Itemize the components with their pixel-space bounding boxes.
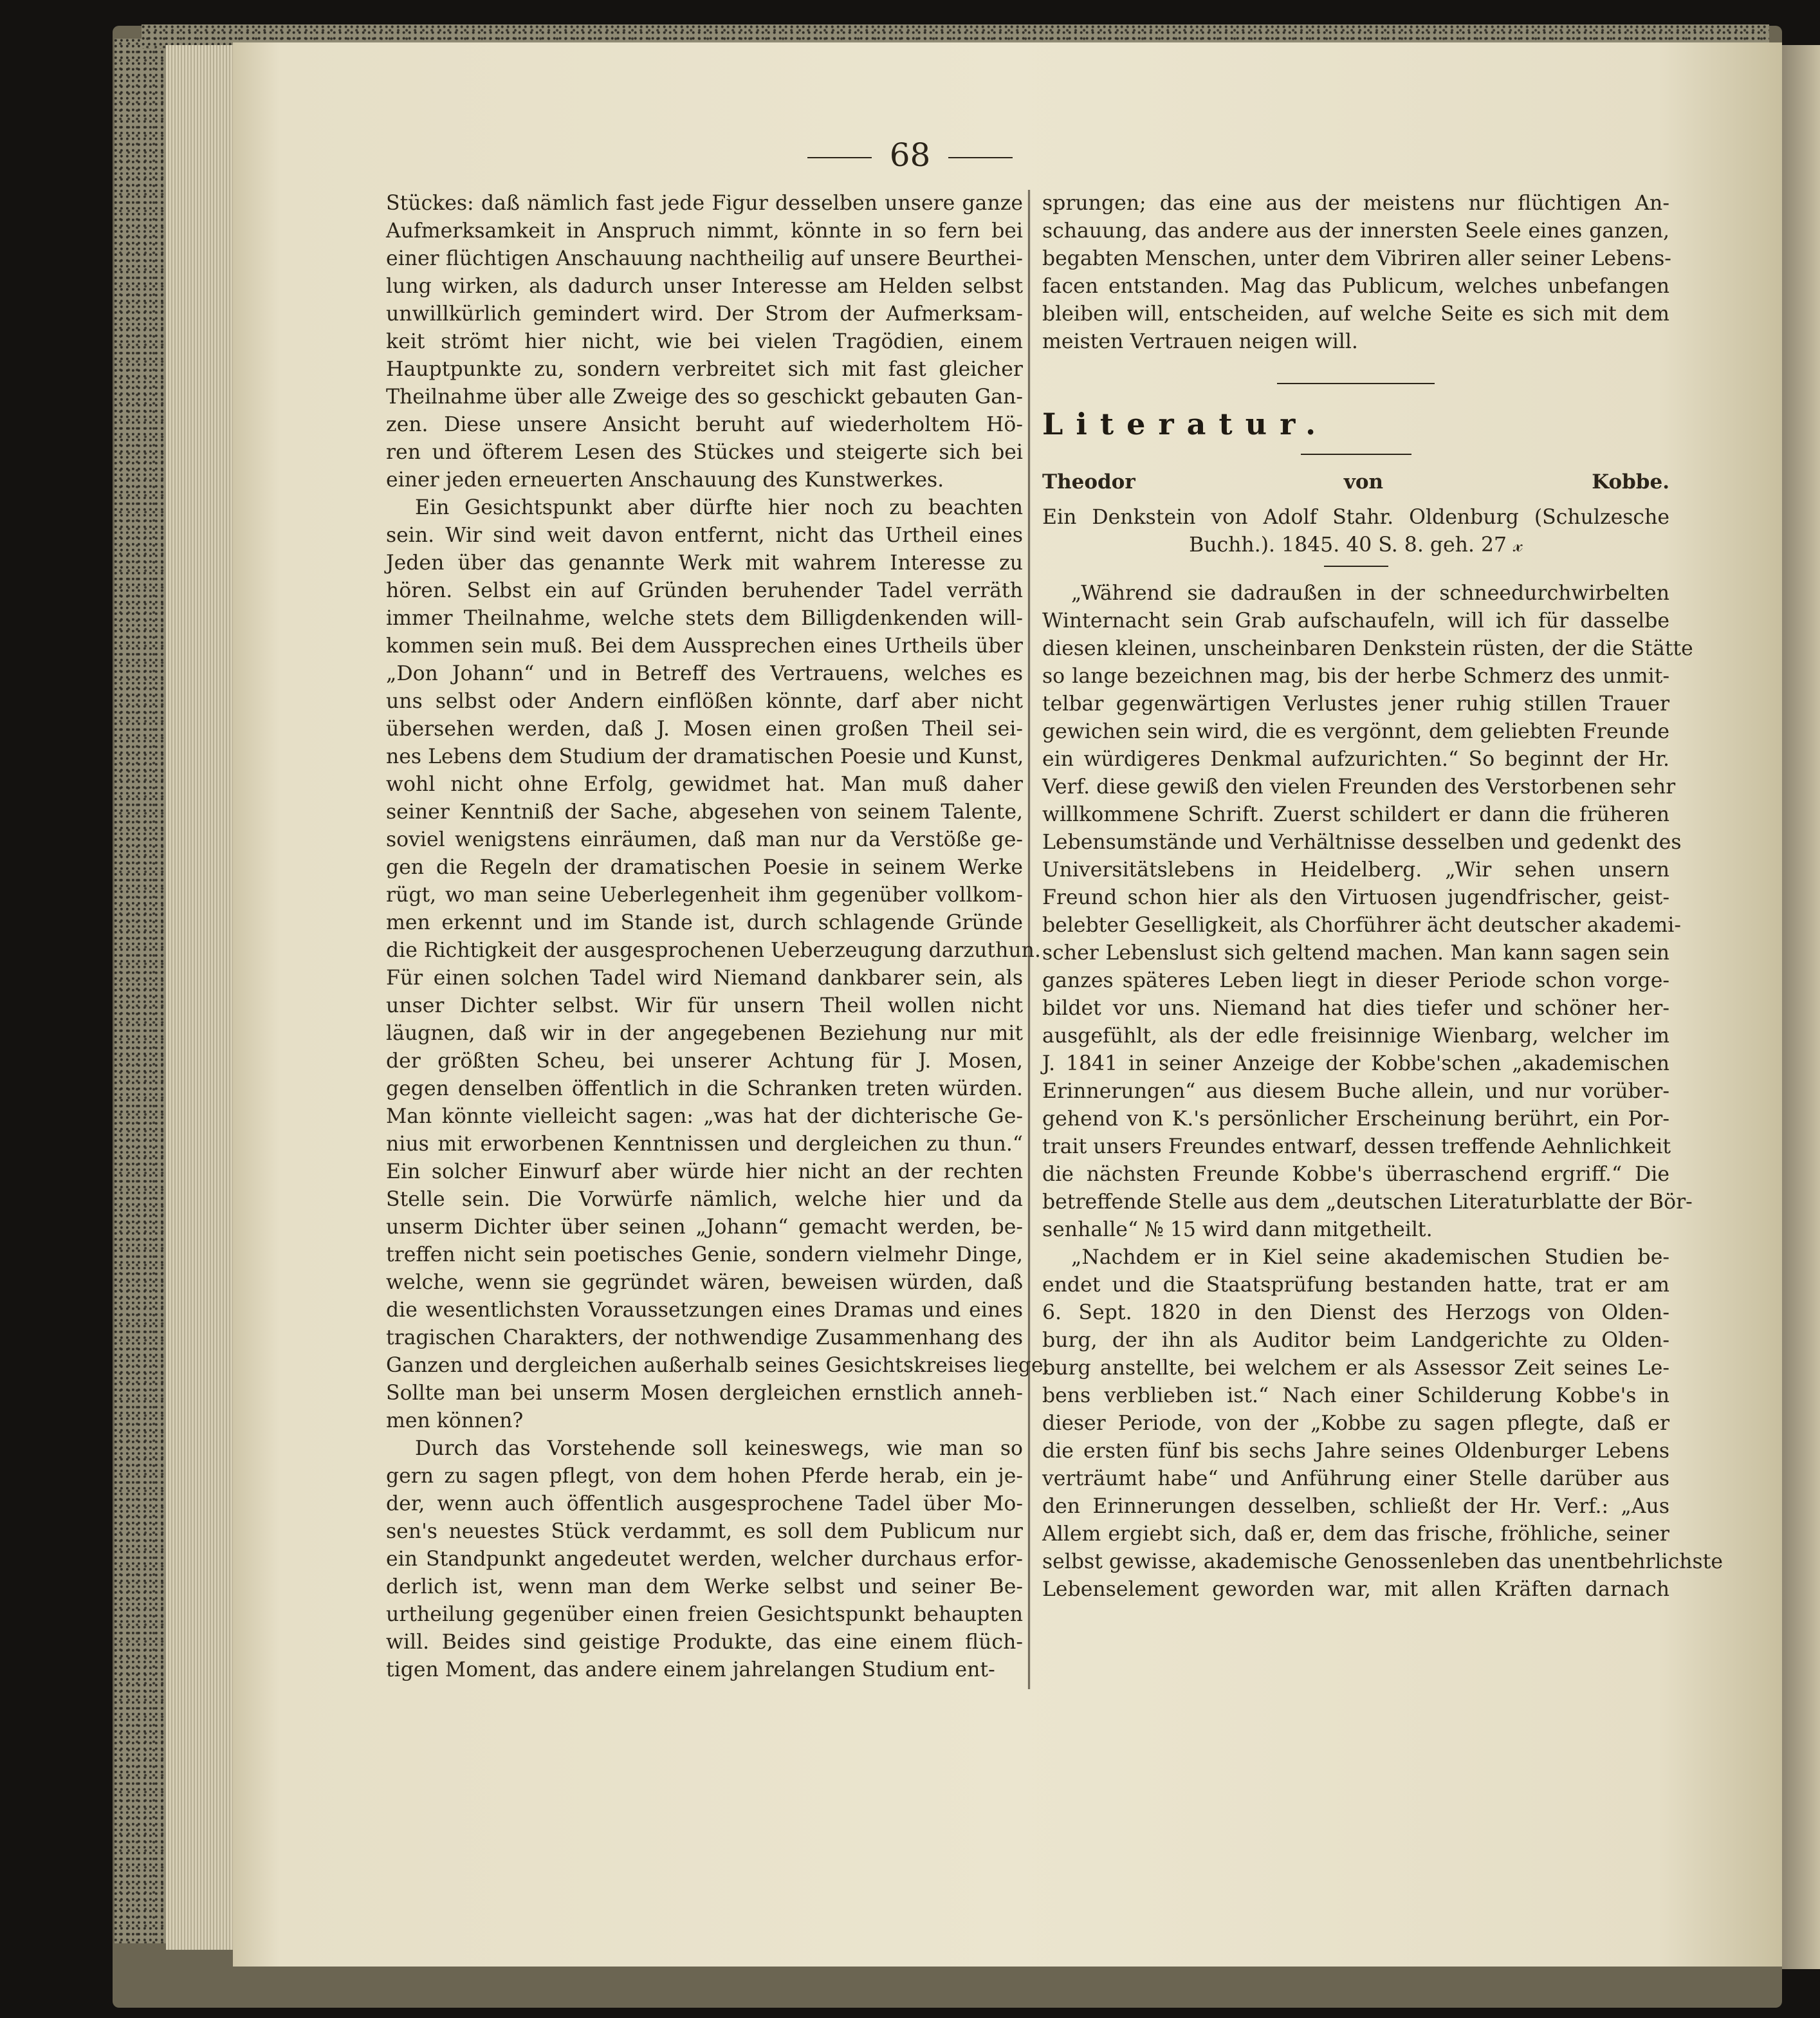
page-number-rule-left — [807, 157, 872, 158]
text-line: einer flüchtigen Anschauung nachtheilig auf unsere Beurthei- — [386, 247, 1023, 270]
text-line: men erkennt und im Stande ist, durch schlagende Gründe — [386, 911, 1023, 934]
text-line: gewichen sein wird, die es vergönnt, dem geliebten Freunde — [1042, 720, 1669, 743]
text-line: die nächsten Freunde Kobbe's überraschend ergriff.“ Die — [1042, 1163, 1669, 1186]
text-line: ausgefühlt, als der edle freisinnige Wienbarg, welcher im — [1042, 1024, 1669, 1048]
text-line: J. 1841 in seiner Anzeige der Kobbe'schen „akademischen — [1042, 1052, 1669, 1075]
text-line: Jeden über das genannte Werk mit wahrem Interesse zu — [386, 551, 1023, 575]
text-line: die ersten fünf bis sechs Jahre seines Oldenburger Lebens — [1042, 1439, 1669, 1463]
text-line: lung wirken, als dadurch unser Interesse am Helden selbst — [386, 275, 1023, 298]
text-line: Man könnte vielleicht sagen: „was hat der dichterische Ge- — [386, 1105, 1023, 1128]
text-line: begabten Menschen, unter dem Vibriren aller seiner Lebens- — [1042, 247, 1671, 270]
text-line: Allem ergiebt sich, daß er, dem das frische, fröhliche, seiner — [1042, 1523, 1669, 1546]
text-line: sein. Wir sind weit davon entfernt, nicht das Urtheil eines — [386, 524, 1023, 547]
text-line: unwillkürlich gemindert wird. Der Strom der Aufmerksam- — [386, 302, 1023, 326]
text-line: schauung, das andere aus der innersten Seele eines ganzen, — [1042, 219, 1669, 243]
text-line: Stückes: daß nämlich fast jede Figur desselben unsere ganze — [386, 192, 1023, 215]
text-line: Hauptpunkte zu, sondern verbreitet sich mit fast gleicher — [386, 358, 1023, 381]
text-line: „Während sie dadraußen in der schneedurchwirbelten — [1071, 582, 1669, 605]
text-line: gehend von K.'s persönlicher Erscheinung berührt, ein Por- — [1042, 1107, 1669, 1131]
text-line: 6. Sept. 1820 in den Dienst des Herzogs von Olden- — [1042, 1301, 1669, 1324]
text-line: welche, wenn sie gegründet wären, beweisen würden, daß — [386, 1271, 1023, 1294]
text-line: urtheilung gegenüber einen freien Gesichtspunkt behaupten — [386, 1603, 1023, 1626]
text-line: Ein Gesichtspunkt aber dürfte hier noch zu beachten — [415, 496, 1023, 519]
text-line: wohl nicht ohne Erfolg, gewidmet hat. Man muß daher — [386, 773, 1023, 796]
text-line: gegen denselben öffentlich in die Schranken treten würden. — [386, 1077, 1023, 1100]
text-line: burg, der ihn als Auditor beim Landgerichte zu Olden- — [1042, 1329, 1669, 1352]
text-line: sprungen; das eine aus der meistens nur flüchtigen An- — [1042, 192, 1669, 215]
text-line: seiner Kenntniß der Sache, abgesehen von seinem Talente, — [386, 801, 1023, 824]
text-line: übersehen werden, daß J. Mosen einen großen Theil sei- — [386, 717, 1023, 741]
text-line: bildet vor uns. Niemand hat dies tiefer und schöner her- — [1042, 997, 1669, 1020]
text-line: Lebensumstände und Verhältnisse desselben und gedenkt des — [1042, 831, 1682, 854]
text-line: endet und die Staatsprüfung bestanden hatte, trat er am — [1042, 1273, 1669, 1297]
text-line: den Erinnerungen desselben, schließt der Hr. Verf.: „Aus — [1042, 1495, 1669, 1518]
text-line: belebter Geselligkeit, als Chorführer ächt deutscher akademi- — [1042, 914, 1681, 937]
text-line: nes Lebens dem Studium der dramatischen Poesie und Kunst, — [386, 745, 1024, 768]
left-column — [386, 190, 1050, 1684]
text-line: der größten Scheu, bei unserer Achtung für J. Mosen, — [386, 1050, 1023, 1073]
text-line: der, wenn auch öffentlich ausgesprochene Tadel über Mo- — [386, 1492, 1023, 1515]
text-line: ein Standpunkt angedeutet werden, welcher durchaus erfor- — [386, 1548, 1023, 1571]
text-line: rügt, wo man seine Ueberlegenheit ihm gegenüber vollkom- — [386, 884, 1023, 907]
text-line: derlich ist, wenn man dem Werke selbst und seiner Be- — [386, 1575, 1023, 1598]
text-line: tigen Moment, das andere einem jahrelangen Studium ent- — [386, 1658, 995, 1681]
section-heading: Literatur. — [1042, 407, 1329, 441]
text-line: bleiben will, entscheiden, auf welche Seite es sich mit dem — [1042, 302, 1669, 326]
text-line: Ein solcher Einwurf aber würde hier nicht an der rechten — [386, 1160, 1023, 1183]
facing-page-edge — [1782, 45, 1820, 1969]
text-line: zen. Diese unsere Ansicht beruht auf wiederholtem Hö- — [386, 413, 1023, 436]
text-line: die Richtigkeit der ausgesprochenen Ueberzeugung darzuthun. — [386, 939, 1041, 962]
text-line: scher Lebenslust sich geltend machen. Man kann sagen sein — [1042, 941, 1669, 965]
text-line: Sollte man bei unserm Mosen dergleichen ernstlich anneh- — [386, 1382, 1023, 1405]
text-line: dieser Periode, von der „Kobbe zu sagen pflegte, daß er — [1042, 1412, 1669, 1435]
text-line: tragischen Charakters, der nothwendige Zusammenhang des — [386, 1326, 1023, 1349]
text-line: ein würdigeres Denkmal aufzurichten.“ So beginnt der Hr. — [1042, 748, 1669, 771]
page-number-rule-right — [948, 157, 1013, 158]
text-line: hören. Selbst ein auf Gründen beruhender Tadel verräth — [386, 579, 1023, 602]
text-line: Erinnerungen“ aus diesem Buche allein, und nur vorüber- — [1042, 1080, 1669, 1103]
text-line: Lebenselement geworden war, mit allen Kräften darnach — [1042, 1578, 1669, 1601]
text-line: bens verblieben ist.“ Nach einer Schilderung Kobbe's in — [1042, 1384, 1669, 1407]
text-line: will. Beides sind geistige Produkte, das eine einem flüch- — [386, 1631, 1023, 1654]
text-line: Für einen solchen Tadel wird Niemand dankbarer sein, als — [386, 967, 1023, 990]
text-line: uns selbst oder Andern einflößen könnte, darf aber nicht — [386, 690, 1023, 713]
text-line: ganzes späteres Leben liegt in dieser Periode schon vorge- — [1042, 969, 1669, 992]
text-line: Freund schon hier als den Virtuosen jugendfrischer, geist- — [1042, 886, 1669, 909]
page-edges — [166, 45, 243, 1950]
text-line: betreffende Stelle aus dem „deutschen Literaturblatte der Bör- — [1042, 1190, 1693, 1214]
book-info — [1042, 504, 1669, 559]
text-line: gern zu sagen pflegt, von dem hohen Pferde herab, ein je- — [386, 1465, 1023, 1488]
text-line: Winternacht sein Grab aufschaufeln, will ich für dasselbe — [1042, 609, 1669, 633]
text-line: die wesentlichsten Voraussetzungen eines Dramas und eines — [386, 1299, 1023, 1322]
text-line: einer jeden erneuerten Anschauung des Kunstwerkes. — [386, 468, 944, 492]
text-line: sen's neuestes Stück verdammt, es soll dem Publicum nur — [386, 1520, 1023, 1543]
text-line: facen entstanden. Mag das Publicum, welches unbefangen — [1042, 275, 1669, 298]
text-line: Theilnahme über alle Zweige des so geschickt gebauten Gan- — [386, 385, 1023, 409]
right-column-continuation — [1042, 190, 1669, 356]
review-body — [1042, 580, 1723, 1604]
text-line: diesen kleinen, unscheinbaren Denkstein rüsten, der die Stätte — [1042, 637, 1693, 660]
text-line: Ganzen und dergleichen außerhalb seines Gesichtskreises liege. — [386, 1354, 1050, 1377]
text-line: soviel wenigstens einräumen, daß man nur da Verstöße ge- — [386, 828, 1023, 851]
right-column — [1042, 190, 1723, 1604]
text-line: senhalle“ № 15 wird dann mitgetheilt. — [1042, 1218, 1433, 1241]
text-line: läugnen, daß wir in der angegebenen Beziehung nur mit — [386, 1022, 1023, 1045]
text-line: unser Dichter selbst. Wir für unsern Theil wollen nicht — [386, 994, 1023, 1017]
text-line: gen die Regeln der dramatischen Poesie in seinem Werke — [386, 856, 1023, 879]
page-number — [0, 136, 1820, 174]
text-line: Durch das Vorstehende soll keineswegs, wie man so — [415, 1437, 1023, 1460]
text-line: men können? — [386, 1409, 524, 1432]
text-line: willkommene Schrift. Zuerst schildert er dann die früheren — [1042, 803, 1669, 826]
review-author-heading: Theodor von Kobbe. — [1042, 470, 1669, 494]
text-line: immer Theilnahme, welche stets dem Billigdenkenden will- — [386, 607, 1023, 630]
text-line: verträumt habe“ und Anführung einer Stelle darüber aus — [1042, 1467, 1669, 1490]
text-line: Universitätslebens in Heidelberg. „Wir sehen unsern — [1042, 858, 1669, 882]
text-line: nius mit erworbenen Kenntnissen und dergleichen zu thun.“ — [386, 1133, 1023, 1156]
text-line: „Nachdem er in Kiel seine akademischen Studien be- — [1071, 1246, 1669, 1269]
text-line: burg anstellte, bei welchem er als Assessor Zeit seines Le- — [1042, 1356, 1669, 1380]
text-line: meisten Vertrauen neigen will. — [1042, 330, 1358, 353]
text-line: kommen sein muß. Bei dem Aussprechen eines Urtheils über — [386, 634, 1023, 658]
text-line: trait unsers Freundes entwarf, dessen treffende Aehnlichkeit — [1042, 1135, 1671, 1158]
text-line: Verf. diese gewiß den vielen Freunden des Verstorbenen sehr — [1042, 775, 1676, 799]
text-line: unserm Dichter über seinen „Johann“ gemacht werden, be- — [386, 1216, 1023, 1239]
text-line: Ein Denkstein von Adolf Stahr. Oldenburg (Schulzesche — [1042, 506, 1669, 529]
text-line: keit strömt hier nicht, wie bei vielen Tragödien, einem — [386, 330, 1023, 353]
text-line: treffen nicht sein poetisches Genie, sondern vielmehr Dinge, — [386, 1243, 1023, 1266]
text-line: so lange bezeichnen mag, bis der herbe Schmerz des unmit- — [1042, 665, 1669, 688]
text-line: telbar gegenwärtigen Verlustes jener ruhig stillen Trauer — [1042, 692, 1669, 716]
text-line: selbst gewisse, akademische Genossenleben das unentbehrlichste — [1042, 1550, 1723, 1573]
text-line: ren und öfterem Lesen des Stückes und steigerte sich bei — [386, 441, 1023, 464]
page-number-text: 68 — [889, 136, 931, 174]
text-line: „Don Johann“ und in Betreff des Vertrauens, welches es — [386, 662, 1023, 685]
text-line: Stelle sein. Die Vorwürfe nämlich, welche hier und da — [386, 1188, 1023, 1211]
text-line: Buchh.). 1845. 40 S. 8. geh. 27 𝓍 — [1189, 533, 1523, 557]
text-line: Aufmerksamkeit in Anspruch nimmt, könnte in so fern bei — [386, 219, 1023, 243]
